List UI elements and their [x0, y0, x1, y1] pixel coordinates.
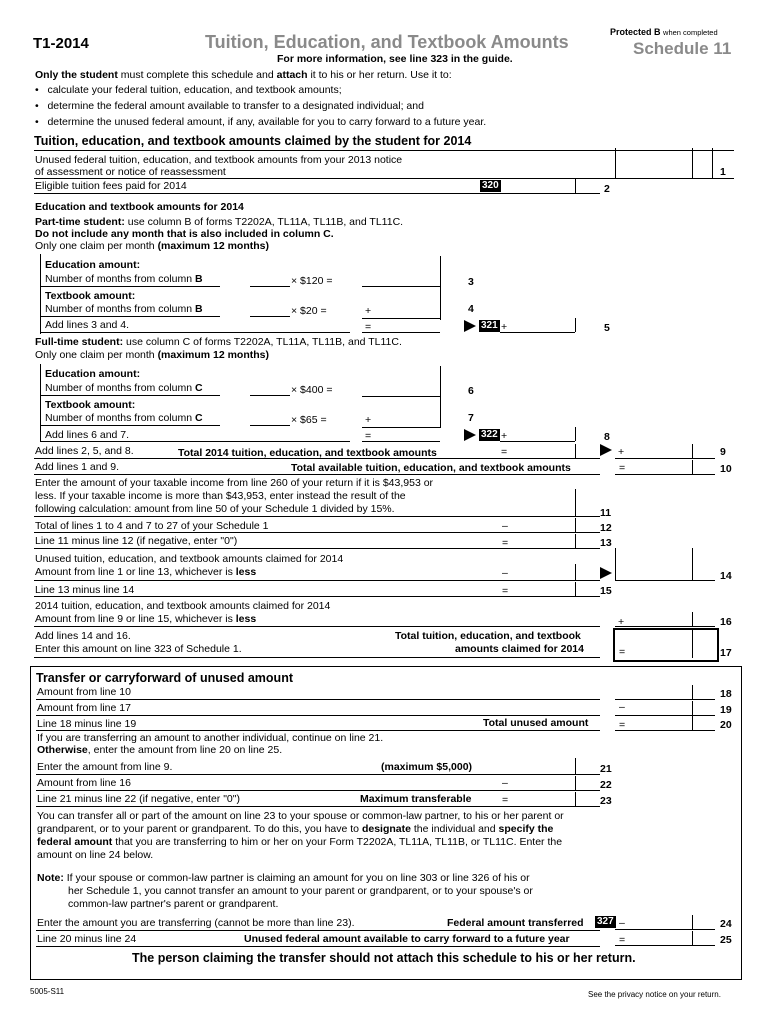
- page-subtitle: For more information, see line 323 in the guide.: [277, 53, 513, 65]
- line-number: 2: [604, 183, 610, 195]
- months-c-text: Number of months from column C: [45, 412, 203, 424]
- add-19-text: Add lines 1 and 9.: [35, 461, 120, 473]
- add-258-text: Add lines 2, 5, and 8.: [35, 445, 134, 457]
- line20-text: Line 18 minus line 19: [37, 718, 137, 730]
- line12-field[interactable]: [498, 518, 575, 532]
- add-34-text: Add lines 3 and 4.: [45, 319, 130, 331]
- textbook-amount-label: Textbook amount:: [45, 399, 136, 411]
- textbook-amount-label: Textbook amount:: [45, 290, 136, 302]
- line16-text-b: Amount from line 9 or line 15, whichever is less: [35, 613, 257, 625]
- line-number: 3: [468, 276, 474, 288]
- line-number: 24: [720, 918, 732, 930]
- line9-field[interactable]: [615, 444, 715, 459]
- claim-limit: Only one claim per month (maximum 12 months): [35, 349, 270, 361]
- section2-heading: Transfer or carryforward of unused amount: [36, 671, 293, 685]
- intro-text: Only the student must complete this schedule and attach it to his or her return. Use it to:: [35, 69, 452, 81]
- months-b-text: Number of months from column B: [45, 303, 203, 315]
- form-id: T1-2014: [33, 35, 89, 52]
- code-320: 320: [482, 180, 499, 191]
- line21-text: Enter the amount from line 9.: [37, 761, 173, 773]
- minus-sign: –: [619, 701, 625, 713]
- code-322: 322: [481, 429, 498, 440]
- multiplier: × $120 =: [291, 275, 333, 287]
- line22-text: Amount from line 16: [37, 777, 131, 789]
- line25-text: Line 20 minus line 24: [37, 933, 137, 945]
- line1-field[interactable]: [615, 148, 693, 179]
- code-321: 321: [481, 320, 498, 331]
- line21-field[interactable]: [498, 758, 576, 774]
- line-number: 15: [600, 585, 612, 597]
- equals-sign: =: [365, 430, 372, 442]
- full-time-text: Full-time student: use column C of forms T2202A, TL11A, TL11B, and TL11C.: [35, 336, 402, 348]
- line14-text-a: Unused tuition, education, and textbook amounts claimed for 2014: [35, 553, 344, 565]
- equals-sign: =: [501, 446, 508, 458]
- line19-field[interactable]: [615, 701, 715, 716]
- line11-field[interactable]: [498, 489, 576, 517]
- line18-text: Amount from line 10: [37, 686, 131, 698]
- plus-sign: +: [501, 321, 508, 333]
- minus-sign: –: [502, 777, 508, 789]
- line11-text-b: less. If your taxable income is more than $43,953, enter instead the result of the: [35, 490, 406, 502]
- line18-field[interactable]: [615, 685, 715, 700]
- equals-sign: =: [619, 462, 626, 474]
- transfer-para-4: amount on line 24 below.: [37, 849, 154, 861]
- line14-field[interactable]: [615, 548, 692, 581]
- line-number: 8: [604, 431, 610, 443]
- form-code: 5005-S11: [30, 987, 65, 996]
- federal-transferred-label: Federal amount transferred: [447, 917, 584, 929]
- otherwise-text: Otherwise, enter the amount from line 20 on line 25.: [37, 744, 283, 756]
- plus-sign: +: [365, 305, 372, 317]
- transfer-para-3: federal amount that you are transferring to him or her on your Form T2202A, TL11A, TL11B, or TL11C. Enter the: [37, 836, 563, 848]
- months-b-edu-input[interactable]: [250, 272, 290, 287]
- unused-carry-label: Unused federal amount available to carry forward to a future year: [244, 933, 570, 945]
- arrow-right-icon: [464, 320, 476, 332]
- add-67-text: Add lines 6 and 7.: [45, 429, 130, 441]
- multiplier: × $20 =: [291, 305, 327, 317]
- equals-sign: =: [365, 321, 372, 333]
- line11-text-a: Enter the amount of your taxable income from line 260 of your return if it is $43,953 or: [35, 477, 434, 489]
- line1-text-a: Unused federal tuition, education, and textbook amounts from your 2013 notice: [35, 154, 403, 166]
- line3-field[interactable]: [362, 256, 440, 287]
- equals-sign: =: [502, 537, 509, 549]
- transfer-para-2: grandparent, or to your parent or grandparent. To do this, you have to designate the individual and specify the: [37, 823, 554, 835]
- months-b-text: Number of months from column B: [45, 273, 203, 285]
- equals-sign: =: [619, 646, 626, 658]
- plus-sign: +: [618, 446, 625, 458]
- total-unused-label: Total unused amount: [483, 717, 589, 729]
- line-number: 7: [468, 412, 474, 424]
- minus-sign: –: [502, 567, 508, 579]
- arrow-right-icon: [600, 567, 612, 579]
- months-c-text-input[interactable]: [250, 411, 290, 426]
- line14-text-b: Amount from line 1 or line 13, whichever is less: [35, 566, 257, 578]
- line8-field[interactable]: [500, 427, 575, 442]
- line17-field[interactable]: [613, 628, 719, 662]
- line-number: 23: [600, 795, 612, 807]
- if-transfer-text: If you are transferring an amount to another individual, continue on line 21.: [37, 732, 384, 744]
- multiplier: × $400 =: [291, 384, 333, 396]
- note-line-1: Note: If your spouse or common-law partner is claiming an amount for you on line 303 or line 326 of his or: [37, 872, 530, 884]
- part-time-text: Part-time student: use column B of forms T2202A, TL11A, TL11B, and TL11C.: [35, 216, 404, 228]
- edu-heading: Education and textbook amounts for 2014: [35, 201, 244, 213]
- total-2014-label: Total 2014 tuition, education, and textbook amounts: [178, 447, 437, 459]
- line12-text: Total of lines 1 to 4 and 7 to 27 of your Schedule 1: [35, 520, 269, 532]
- arrow-right-icon: [600, 444, 612, 456]
- line-number: 20: [720, 719, 732, 731]
- line11-text-c: following calculation: amount from line 50 of your Schedule 1 divided by 15%.: [35, 503, 395, 515]
- multiplier: × $65 =: [291, 414, 327, 426]
- edu-amount-label: Education amount:: [45, 259, 141, 271]
- transfer-para-1: You can transfer all or part of the amount on line 23 to your spouse or common-law partner, to his or her parent or: [37, 810, 564, 822]
- minus-sign: –: [502, 520, 508, 532]
- months-b-text-input[interactable]: [250, 302, 290, 317]
- protected-label: Protected B when completed: [610, 27, 718, 37]
- line-number: 14: [720, 570, 732, 582]
- equals-sign: =: [502, 794, 509, 806]
- line-number: 12: [600, 522, 612, 534]
- line-number: 22: [600, 779, 612, 791]
- line-number: 21: [600, 763, 612, 775]
- equals-sign: =: [619, 934, 626, 946]
- line1-text-b: of assessment or notice of reassessment: [35, 166, 226, 178]
- total-claimed-label-b: amounts claimed for 2014: [455, 643, 584, 655]
- line-number: 17: [720, 647, 732, 659]
- line-number: 10: [720, 463, 732, 475]
- line16-text-a: 2014 tuition, education, and textbook amounts claimed for 2014: [35, 600, 331, 612]
- line15-text: Line 13 minus line 14: [35, 584, 135, 596]
- plus-sign: +: [501, 430, 508, 442]
- line5-field[interactable]: [500, 318, 575, 333]
- section1-heading: Tuition, education, and textbook amounts claimed by the student for 2014: [34, 134, 472, 148]
- line16-field[interactable]: [615, 612, 715, 627]
- line24-field[interactable]: [615, 915, 715, 930]
- line-number: 13: [600, 537, 612, 549]
- line-number: 18: [720, 688, 732, 700]
- schedule-label: Schedule 11: [633, 39, 732, 58]
- max-5000-label: (maximum $5,000): [381, 761, 473, 773]
- line19-text: Amount from line 17: [37, 702, 131, 714]
- privacy-note: See the privacy notice on your return.: [588, 990, 721, 999]
- edu-amount-label: Education amount:: [45, 368, 141, 380]
- line10-field[interactable]: [615, 460, 715, 475]
- equals-sign: =: [502, 585, 509, 597]
- line-number: 19: [720, 704, 732, 716]
- line-number: 16: [720, 616, 732, 628]
- total-claimed-label-a: Total tuition, education, and textbook: [395, 630, 581, 642]
- line24-text: Enter the amount you are transferring (cannot be more than line 23).: [37, 917, 355, 929]
- line23-text: Line 21 minus line 22 (if negative, enter "0"): [37, 793, 240, 805]
- total-available-label: Total available tuition, education, and textbook amounts: [291, 462, 571, 474]
- line13-text: Line 11 minus line 12 (if negative, enter "0"): [35, 535, 238, 547]
- months-c-text: Number of months from column C: [45, 382, 203, 394]
- line22-field[interactable]: [498, 776, 575, 790]
- plus-sign: +: [365, 414, 372, 426]
- max-transferable-label: Maximum transferable: [360, 793, 472, 805]
- note-line-2: her Schedule 1, you cannot transfer an amount to your parent or grandparent, or to your spouse's or: [68, 885, 533, 897]
- line-number: 6: [468, 385, 474, 397]
- equals-sign: =: [619, 719, 626, 731]
- bullet-item: • determine the unused federal amount, if any, available for you to carry forward to a future year.: [35, 116, 487, 128]
- code-327: 327: [597, 916, 614, 927]
- page-title: Tuition, Education, and Textbook Amounts: [205, 32, 569, 52]
- months-c-edu-input[interactable]: [250, 381, 290, 396]
- line-number: 9: [720, 446, 726, 458]
- add-1416-text: Add lines 14 and 16.: [35, 630, 131, 642]
- transfer-footer-note: The person claiming the transfer should not attach this schedule to his or her return.: [132, 951, 636, 965]
- arrow-right-icon: [464, 429, 476, 441]
- line13-field[interactable]: [498, 534, 575, 548]
- line20-field[interactable]: [615, 716, 715, 731]
- line-number: 5: [604, 322, 610, 334]
- line23-field[interactable]: [498, 792, 575, 806]
- part-time-note: Do not include any month that is also included in column C.: [35, 228, 334, 240]
- plus-sign: +: [618, 616, 625, 628]
- enter-323-text: Enter this amount on line 323 of Schedule 1.: [35, 643, 242, 655]
- line-number: 11: [600, 507, 612, 519]
- line15-field[interactable]: [498, 582, 575, 596]
- line25-field[interactable]: [615, 931, 715, 946]
- line-number: 4: [468, 303, 474, 315]
- line-number: 25: [720, 934, 732, 946]
- bullet-item: • determine the federal amount available to transfer to a designated individual; and: [35, 100, 424, 112]
- note-line-3: common-law partner's parent or grandparent.: [68, 898, 279, 910]
- line2-text: Eligible tuition fees paid for 2014: [35, 180, 187, 192]
- bullet-item: • calculate your federal tuition, education, and textbook amounts;: [35, 84, 342, 96]
- line14a-field[interactable]: [498, 564, 575, 578]
- line-number: 1: [720, 166, 726, 178]
- claim-limit: Only one claim per month (maximum 12 months): [35, 240, 270, 252]
- minus-sign: –: [619, 917, 625, 929]
- line2-field[interactable]: [500, 179, 575, 193]
